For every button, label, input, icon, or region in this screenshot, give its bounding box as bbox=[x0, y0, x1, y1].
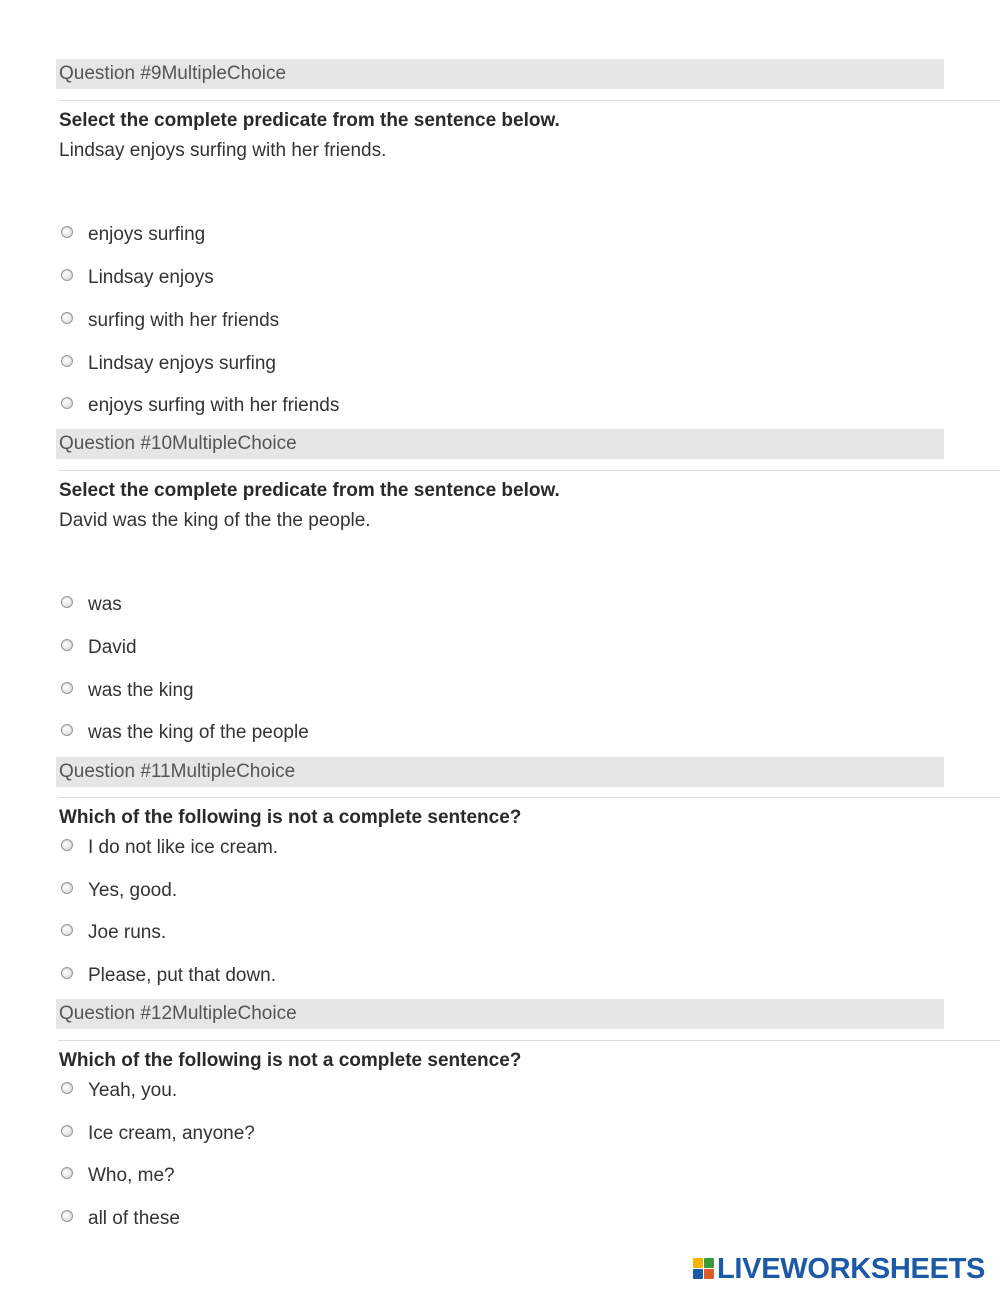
divider bbox=[58, 100, 1000, 101]
question-9-sentence: Lindsay enjoys surfing with her friends. bbox=[59, 140, 387, 161]
radio-button[interactable] bbox=[61, 1167, 73, 1179]
radio-button[interactable] bbox=[61, 1210, 73, 1222]
option-label: enjoys surfing with her friends bbox=[88, 395, 340, 416]
logo-square-icon bbox=[704, 1258, 714, 1268]
question-9-prompt: Select the complete predicate from the sentence below. bbox=[59, 110, 560, 131]
radio-button[interactable] bbox=[61, 226, 73, 238]
option-label: I do not like ice cream. bbox=[88, 837, 279, 858]
radio-button[interactable] bbox=[61, 682, 73, 694]
option-label: Joe runs. bbox=[88, 922, 167, 943]
question-12-prompt: Which of the following is not a complete sentence? bbox=[59, 1050, 522, 1071]
radio-button[interactable] bbox=[61, 724, 73, 736]
radio-button[interactable] bbox=[61, 924, 73, 936]
question-11-prompt: Which of the following is not a complete sentence? bbox=[59, 807, 522, 828]
option-label: Please, put that down. bbox=[88, 965, 277, 986]
question-10-header: Question #10MultipleChoice bbox=[56, 429, 944, 459]
radio-button[interactable] bbox=[61, 639, 73, 651]
option-label: Yeah, you. bbox=[88, 1080, 178, 1101]
divider bbox=[58, 470, 1000, 471]
radio-button[interactable] bbox=[61, 1082, 73, 1094]
radio-button[interactable] bbox=[61, 1125, 73, 1137]
option-label: Lindsay enjoys bbox=[88, 267, 214, 288]
radio-button[interactable] bbox=[61, 312, 73, 324]
logo-square-icon bbox=[693, 1258, 703, 1268]
option-label: surfing with her friends bbox=[88, 310, 280, 331]
logo-mark-icon bbox=[693, 1258, 715, 1280]
logo-square-icon bbox=[704, 1269, 714, 1279]
radio-button[interactable] bbox=[61, 596, 73, 608]
question-12-header: Question #12MultipleChoice bbox=[56, 999, 944, 1029]
option-label: was bbox=[88, 594, 122, 615]
option-label: Who, me? bbox=[88, 1165, 175, 1186]
question-10-prompt: Select the complete predicate from the sentence below. bbox=[59, 480, 560, 501]
logo-square-icon bbox=[693, 1269, 703, 1279]
radio-button[interactable] bbox=[61, 397, 73, 409]
option-label: enjoys surfing bbox=[88, 224, 206, 245]
question-10-sentence: David was the king of the the people. bbox=[59, 510, 371, 531]
radio-button[interactable] bbox=[61, 839, 73, 851]
radio-button[interactable] bbox=[61, 355, 73, 367]
option-label: David bbox=[88, 637, 137, 658]
option-label: Lindsay enjoys surfing bbox=[88, 353, 276, 374]
radio-button[interactable] bbox=[61, 882, 73, 894]
radio-button[interactable] bbox=[61, 269, 73, 281]
radio-button[interactable] bbox=[61, 967, 73, 979]
option-label: was the king bbox=[88, 680, 194, 701]
question-11-header: Question #11MultipleChoice bbox=[56, 757, 944, 787]
question-9-header: Question #9MultipleChoice bbox=[56, 59, 944, 89]
divider bbox=[58, 797, 1000, 798]
logo-text: LIVEWORKSHEETS bbox=[717, 1253, 986, 1285]
option-label: all of these bbox=[88, 1208, 180, 1229]
option-label: Yes, good. bbox=[88, 880, 178, 901]
option-label: was the king of the people bbox=[88, 722, 309, 743]
divider bbox=[58, 1040, 1000, 1041]
option-label: Ice cream, anyone? bbox=[88, 1123, 255, 1144]
